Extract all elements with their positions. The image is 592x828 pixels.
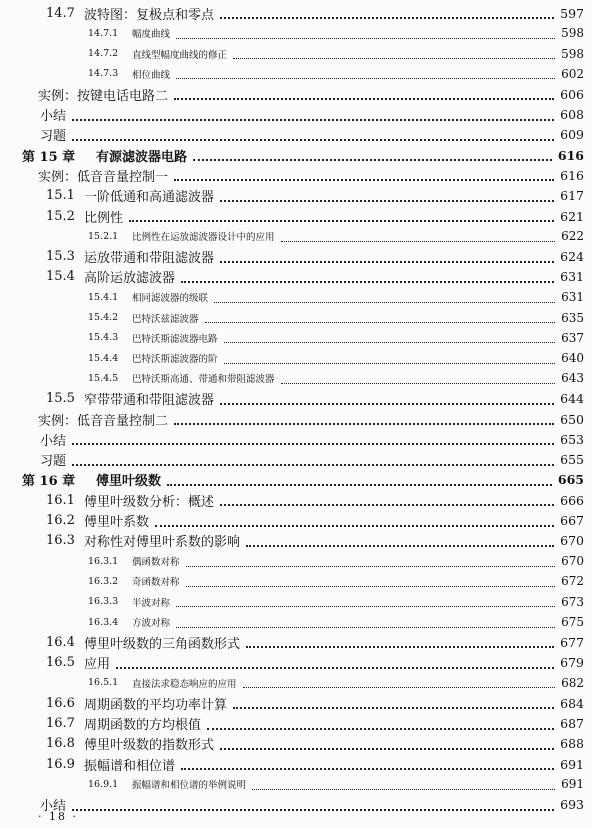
entry-title: 小结: [40, 433, 67, 449]
entry-number: 15.4.3: [88, 332, 119, 344]
entry-page-number: 691: [561, 777, 584, 792]
dot-leader: [205, 322, 556, 323]
entry-page-number: 679: [560, 655, 584, 671]
toc-subsection-entry: [0, 591, 592, 613]
entry-page-number: 616: [557, 147, 584, 163]
entry-page-number: 644: [560, 391, 584, 407]
entry-number: 16.3.1: [88, 555, 119, 567]
dot-leader: [129, 220, 554, 222]
entry-title: 一阶低通和高通滤波器: [84, 190, 215, 206]
entry-page-number: 598: [561, 26, 584, 41]
entry-page-number: 617: [560, 188, 584, 204]
entry-number: 第 16 章: [22, 474, 76, 490]
dot-leader: [243, 687, 556, 688]
entry-number: 15.2.1: [88, 230, 119, 242]
dot-leader: [281, 383, 556, 384]
entry-number: 16.4: [46, 634, 75, 650]
entry-title: 波特图：复极点和零点: [84, 7, 215, 23]
entry-title: 窄带带通和带阻滤波器: [84, 393, 215, 409]
entry-title: 周期函数的方均根值: [84, 718, 202, 733]
toc-misc-entry: [0, 104, 592, 126]
entry-title: 直线型幅度曲线的修正: [132, 49, 228, 61]
dot-leader: [233, 58, 555, 59]
toc-section-entry: [0, 2, 592, 24]
entry-page-number: 631: [561, 290, 584, 305]
entry-title: 高阶运放滤波器: [84, 271, 176, 287]
toc-section-entry: [0, 713, 592, 735]
dot-leader: [181, 281, 554, 283]
entry-page-number: 691: [560, 756, 584, 772]
toc-subsection-entry: [0, 550, 592, 572]
dot-leader: [72, 119, 554, 121]
toc-section-entry: [0, 266, 592, 288]
dot-leader: [155, 525, 554, 527]
dot-leader: [186, 566, 556, 567]
toc-misc-entry: [0, 428, 592, 450]
dot-leader: [224, 342, 556, 343]
entry-title: 周期函数的平均功率计算: [84, 697, 228, 713]
dot-leader: [281, 241, 556, 242]
entry-title: 傅里叶级数: [96, 474, 162, 490]
entry-page-number: 677: [560, 634, 584, 650]
entry-page-number: 684: [560, 695, 584, 711]
dot-leader: [72, 139, 554, 141]
entry-page-number: 643: [561, 371, 584, 386]
toc-misc-entry: [0, 794, 592, 816]
toc-section-entry: [0, 489, 592, 511]
entry-number: 16.2: [46, 513, 75, 528]
entry-title: 巴特沃兹滤波器: [132, 313, 199, 325]
entry-title: 对称性对傅里叶系数的影响: [84, 535, 241, 551]
entry-number: 14.7.1: [88, 27, 119, 39]
entry-page-number: 693: [560, 797, 584, 813]
entry-number: 16.5: [46, 655, 75, 671]
toc-section-entry: [0, 185, 592, 207]
dot-leader: [72, 443, 554, 445]
entry-number: 16.1: [46, 492, 75, 508]
toc-subsection-entry: [0, 367, 592, 389]
toc-section-entry: [0, 631, 592, 653]
entry-title: 有源滤波器电路: [96, 149, 188, 165]
toc-misc-entry: [0, 124, 592, 146]
entry-page-number: 688: [560, 736, 584, 752]
entry-title: 直接法求稳态响应的应用: [132, 678, 237, 690]
entry-title: 巴特沃斯滤波器电路: [132, 333, 218, 345]
toc-subsection-entry: [0, 63, 592, 85]
entry-page-number: 687: [560, 716, 584, 731]
entry-page-number: 675: [561, 615, 584, 629]
dot-leader: [233, 707, 554, 709]
entry-number: 15.4.1: [88, 291, 119, 303]
toc-section-entry: [0, 510, 592, 532]
dot-leader: [174, 98, 554, 100]
toc-subsection-entry: [0, 225, 592, 247]
dot-leader: [176, 38, 555, 39]
entry-page-number: 608: [560, 107, 584, 122]
entry-page-number: 673: [561, 594, 584, 609]
entry-number: 14.7: [46, 5, 75, 21]
toc-misc-entry: [0, 83, 592, 105]
entry-title: 相同滤波器的级联: [132, 293, 209, 305]
entry-page-number: 598: [561, 46, 584, 61]
entry-number: 15.2: [46, 208, 75, 224]
toc-misc-entry: [0, 408, 592, 430]
entry-number: 15.5: [46, 391, 75, 407]
entry-title: 傅里叶级数的指数形式: [84, 738, 215, 754]
entry-number: 15.4.5: [88, 372, 119, 384]
entry-title: 比例性在运放滤波器设计中的应用: [132, 232, 275, 244]
dot-leader: [174, 423, 554, 425]
dot-leader: [174, 179, 554, 181]
entry-number: 15.4.2: [88, 312, 119, 323]
toc-subsection-entry: [0, 570, 592, 592]
entry-number: 15.1: [46, 188, 75, 204]
entry-page-number: 621: [560, 208, 584, 224]
toc-misc-entry: [0, 449, 592, 471]
toc-section-entry: [0, 388, 592, 410]
entry-number: 16.8: [46, 736, 75, 752]
page-number-footer: · 18 ·: [38, 810, 78, 823]
entry-number: 16.3: [46, 533, 75, 549]
toc-section-entry: [0, 733, 592, 755]
entry-page-number: 637: [561, 330, 584, 345]
dot-leader: [176, 78, 555, 79]
toc-subsection-entry: [0, 43, 592, 65]
dot-leader: [72, 809, 554, 811]
entry-title: 相位曲线: [132, 69, 171, 81]
entry-number: 16.7: [46, 716, 75, 731]
entry-title: 振幅谱和相位谱: [84, 758, 176, 774]
toc-section-entry: [0, 753, 592, 775]
toc-section-entry: [0, 652, 592, 674]
entry-title: 运放带通和带阻滤波器: [84, 251, 215, 267]
entry-number: 15.4: [46, 269, 75, 285]
entry-page-number: 666: [560, 492, 584, 508]
dot-leader: [246, 545, 554, 547]
toc-subsection-entry: [0, 773, 592, 795]
entry-number: 16.3.3: [88, 596, 119, 608]
entry-number: 16.3.4: [88, 616, 119, 628]
entry-page-number: 670: [560, 533, 584, 549]
entry-title: 傅里叶级数的三角函数形式: [84, 636, 241, 652]
dot-leader: [207, 728, 554, 730]
entry-page-number: 622: [561, 229, 584, 244]
entry-number: 第 15 章: [22, 149, 76, 165]
entry-page-number: 667: [560, 513, 584, 528]
dot-leader: [220, 261, 554, 263]
entry-page-number: 616: [560, 167, 584, 183]
entry-number: 16.3.2: [88, 575, 119, 587]
toc-subsection-entry: [0, 672, 592, 694]
dot-leader: [220, 17, 554, 19]
entry-title: 幅度曲线: [132, 29, 171, 41]
entry-title: 方波对称: [132, 618, 171, 629]
entry-page-number: 602: [561, 66, 584, 81]
entry-page-number: 606: [560, 86, 584, 102]
toc-subsection-entry: [0, 22, 592, 44]
entry-title: 小结: [40, 109, 67, 124]
dot-leader: [193, 159, 552, 161]
entry-number: 16.9.1: [88, 778, 119, 790]
entry-title: 巴特沃斯高通、带通和带阻滤波器: [132, 374, 275, 386]
toc-section-entry: [0, 205, 592, 227]
toc-subsection-entry: [0, 307, 592, 329]
dot-leader: [214, 302, 555, 303]
toc-misc-entry: [0, 164, 592, 186]
entry-title: 巴特沃斯滤波器的阶: [132, 354, 218, 366]
dot-leader: [167, 484, 552, 486]
toc-section-entry: [0, 246, 592, 268]
entry-page-number: 631: [560, 269, 584, 285]
entry-title: 振幅谱和相位谱的举例说明: [132, 780, 247, 792]
entry-page-number: 655: [560, 452, 584, 468]
entry-title: 实例：按键电话电路二: [38, 88, 169, 104]
entry-number: 15.4.4: [88, 352, 119, 364]
dot-leader: [224, 363, 556, 364]
entry-title: 实例：低音音量控制二: [38, 413, 169, 429]
dot-leader: [220, 504, 554, 506]
entry-page-number: 650: [560, 411, 584, 427]
dot-leader: [220, 748, 554, 750]
entry-page-number: 665: [557, 472, 584, 488]
entry-title: 习题: [40, 454, 67, 470]
dot-leader: [220, 200, 554, 202]
toc-subsection-entry: [0, 327, 592, 349]
entry-title: 比例性: [84, 210, 124, 226]
dot-leader: [116, 667, 554, 669]
entry-page-number: 609: [560, 127, 584, 143]
dot-leader: [176, 627, 555, 628]
dot-leader: [252, 789, 555, 790]
toc-chapter-entry: [0, 469, 592, 491]
entry-title: 偶函数对称: [132, 557, 180, 569]
entry-page-number: 640: [561, 351, 584, 366]
entry-title: 半波对称: [132, 597, 171, 609]
dot-leader: [220, 403, 554, 405]
entry-page-number: 670: [561, 554, 584, 569]
toc-section-entry: [0, 692, 592, 714]
dot-leader: [72, 464, 554, 466]
entry-page-number: 682: [561, 675, 584, 690]
toc-subsection-entry: [0, 611, 592, 633]
dot-leader: [181, 768, 554, 770]
entry-title: 小结: [40, 799, 67, 815]
entry-page-number: 597: [560, 5, 584, 21]
entry-page-number: 672: [561, 574, 584, 589]
entry-title: 傅里叶级数分析：概述: [84, 494, 215, 510]
dot-leader: [246, 646, 554, 648]
entry-number: 14.7.3: [88, 68, 119, 80]
entry-title: 应用: [84, 657, 111, 673]
entry-number: 15.3: [46, 249, 75, 265]
dot-leader: [176, 606, 555, 607]
entry-page-number: 635: [561, 310, 584, 325]
toc-section-entry: [0, 530, 592, 552]
toc-subsection-entry: [0, 286, 592, 308]
entry-number: 14.7.2: [88, 48, 119, 60]
entry-title: 实例：低音音量控制一: [38, 169, 169, 185]
entry-number: 16.5.1: [88, 677, 119, 689]
entry-title: 奇函数对称: [132, 577, 180, 589]
entry-page-number: 624: [560, 249, 584, 265]
entry-title: 傅里叶系数: [84, 515, 150, 530]
entry-number: 16.9: [46, 756, 75, 772]
toc-chapter-entry: [0, 144, 592, 166]
entry-number: 16.6: [46, 695, 75, 711]
dot-leader: [186, 586, 556, 587]
toc-subsection-entry: [0, 347, 592, 369]
entry-title: 习题: [40, 129, 67, 145]
entry-page-number: 653: [560, 431, 584, 447]
